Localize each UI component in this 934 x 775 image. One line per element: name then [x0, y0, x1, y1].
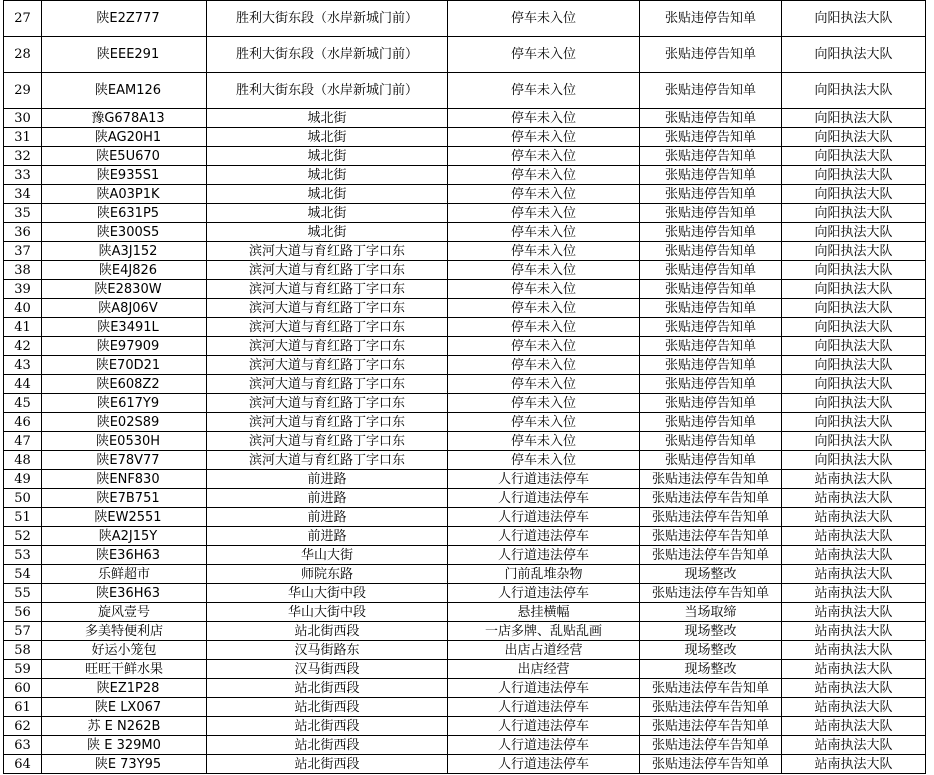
unit-cell: 站南执法大队	[782, 565, 926, 584]
table-row	[4, 185, 926, 204]
table-row	[4, 527, 926, 546]
table-row	[4, 394, 926, 413]
unit-cell: 站南执法大队	[782, 527, 926, 546]
violation-cell: 停车未入位	[448, 109, 640, 128]
violation-cell: 停车未入位	[448, 1, 640, 37]
location-cell: 滨河大道与育红路丁字口东	[207, 299, 448, 318]
location-cell: 汉马街路东	[207, 641, 448, 660]
action-cell: 现场整改	[640, 660, 782, 679]
plate-or-shop-cell: 陕A3J152	[42, 242, 207, 261]
action-cell: 现场整改	[640, 641, 782, 660]
unit-cell: 站南执法大队	[782, 755, 926, 774]
unit-cell: 站南执法大队	[782, 717, 926, 736]
action-cell: 张贴违停告知单	[640, 166, 782, 185]
violation-cell: 停车未入位	[448, 318, 640, 337]
row-number-cell: 37	[4, 242, 42, 261]
unit-cell: 向阳执法大队	[782, 337, 926, 356]
plate-or-shop-cell: 旺旺干鲜水果	[42, 660, 207, 679]
violation-cell: 停车未入位	[448, 394, 640, 413]
table-row	[4, 508, 926, 527]
violation-cell: 停车未入位	[448, 128, 640, 147]
row-number-cell: 52	[4, 527, 42, 546]
row-number-cell: 53	[4, 546, 42, 565]
table-row	[4, 451, 926, 470]
action-cell: 当场取缔	[640, 603, 782, 622]
row-number-cell: 40	[4, 299, 42, 318]
row-number-cell: 35	[4, 204, 42, 223]
plate-or-shop-cell: 陕E300S5	[42, 223, 207, 242]
plate-or-shop-cell: 陕E2Z777	[42, 1, 207, 37]
violation-cell: 一店多牌、乱贴乱画	[448, 622, 640, 641]
action-cell: 张贴违法停车告知单	[640, 755, 782, 774]
unit-cell: 向阳执法大队	[782, 261, 926, 280]
violation-cell: 停车未入位	[448, 280, 640, 299]
action-cell: 张贴违法停车告知单	[640, 527, 782, 546]
unit-cell: 向阳执法大队	[782, 356, 926, 375]
table-row	[4, 679, 926, 698]
row-number-cell: 62	[4, 717, 42, 736]
unit-cell: 向阳执法大队	[782, 432, 926, 451]
location-cell: 汉马街西段	[207, 660, 448, 679]
location-cell: 滨河大道与育红路丁字口东	[207, 432, 448, 451]
violation-cell: 停车未入位	[448, 261, 640, 280]
location-cell: 站北街西段	[207, 622, 448, 641]
violation-cell: 人行道违法停车	[448, 698, 640, 717]
unit-cell: 向阳执法大队	[782, 109, 926, 128]
row-number-cell: 57	[4, 622, 42, 641]
location-cell: 城北街	[207, 185, 448, 204]
row-number-cell: 64	[4, 755, 42, 774]
row-number-cell: 51	[4, 508, 42, 527]
location-cell: 前进路	[207, 508, 448, 527]
row-number-cell: 34	[4, 185, 42, 204]
unit-cell: 站南执法大队	[782, 546, 926, 565]
row-number-cell: 32	[4, 147, 42, 166]
violation-cell: 悬挂横幅	[448, 603, 640, 622]
plate-or-shop-cell: 陕E97909	[42, 337, 207, 356]
unit-cell: 站南执法大队	[782, 736, 926, 755]
action-cell: 张贴违法停车告知单	[640, 546, 782, 565]
unit-cell: 站南执法大队	[782, 508, 926, 527]
action-cell: 张贴违停告知单	[640, 128, 782, 147]
row-number-cell: 54	[4, 565, 42, 584]
violation-cell: 出店占道经营	[448, 641, 640, 660]
plate-or-shop-cell: 好运小笼包	[42, 641, 207, 660]
location-cell: 滨河大道与育红路丁字口东	[207, 375, 448, 394]
location-cell: 站北街西段	[207, 698, 448, 717]
row-number-cell: 61	[4, 698, 42, 717]
location-cell: 前进路	[207, 470, 448, 489]
action-cell: 现场整改	[640, 622, 782, 641]
plate-or-shop-cell: 陕EZ1P28	[42, 679, 207, 698]
action-cell: 张贴违法停车告知单	[640, 698, 782, 717]
violation-cell: 停车未入位	[448, 166, 640, 185]
action-cell: 张贴违法停车告知单	[640, 736, 782, 755]
table-row	[4, 242, 926, 261]
plate-or-shop-cell: 陕EAM126	[42, 73, 207, 109]
table-row	[4, 73, 926, 109]
table-row	[4, 37, 926, 73]
violation-cell: 停车未入位	[448, 451, 640, 470]
violation-cell: 出店经营	[448, 660, 640, 679]
location-cell: 滨河大道与育红路丁字口东	[207, 261, 448, 280]
violation-cell: 停车未入位	[448, 299, 640, 318]
location-cell: 城北街	[207, 204, 448, 223]
action-cell: 张贴违停告知单	[640, 185, 782, 204]
row-number-cell: 27	[4, 1, 42, 37]
table-row	[4, 299, 926, 318]
action-cell: 张贴违停告知单	[640, 356, 782, 375]
plate-or-shop-cell: 陕E3491L	[42, 318, 207, 337]
action-cell: 张贴违停告知单	[640, 204, 782, 223]
violation-cell: 人行道违法停车	[448, 736, 640, 755]
plate-or-shop-cell: 陕E0530H	[42, 432, 207, 451]
location-cell: 滨河大道与育红路丁字口东	[207, 318, 448, 337]
unit-cell: 向阳执法大队	[782, 242, 926, 261]
plate-or-shop-cell: 陕 E 329M0	[42, 736, 207, 755]
location-cell: 站北街西段	[207, 736, 448, 755]
unit-cell: 向阳执法大队	[782, 185, 926, 204]
unit-cell: 向阳执法大队	[782, 413, 926, 432]
plate-or-shop-cell: 陕E608Z2	[42, 375, 207, 394]
violation-cell: 人行道违法停车	[448, 584, 640, 603]
location-cell: 城北街	[207, 128, 448, 147]
row-number-cell: 47	[4, 432, 42, 451]
location-cell: 滨河大道与育红路丁字口东	[207, 451, 448, 470]
unit-cell: 向阳执法大队	[782, 37, 926, 73]
table-row	[4, 698, 926, 717]
violation-cell: 停车未入位	[448, 242, 640, 261]
action-cell: 张贴违停告知单	[640, 1, 782, 37]
table-row	[4, 546, 926, 565]
row-number-cell: 49	[4, 470, 42, 489]
table-row	[4, 356, 926, 375]
table-row	[4, 584, 926, 603]
table-row	[4, 470, 926, 489]
unit-cell: 站南执法大队	[782, 603, 926, 622]
table-row	[4, 109, 926, 128]
violation-cell: 人行道违法停车	[448, 755, 640, 774]
plate-or-shop-cell: 陕E4J826	[42, 261, 207, 280]
action-cell: 张贴违法停车告知单	[640, 679, 782, 698]
location-cell: 滨河大道与育红路丁字口东	[207, 337, 448, 356]
plate-or-shop-cell: 陕ENF830	[42, 470, 207, 489]
unit-cell: 向阳执法大队	[782, 223, 926, 242]
location-cell: 站北街西段	[207, 717, 448, 736]
unit-cell: 向阳执法大队	[782, 147, 926, 166]
unit-cell: 站南执法大队	[782, 679, 926, 698]
location-cell: 华山大街中段	[207, 603, 448, 622]
table-row	[4, 432, 926, 451]
plate-or-shop-cell: 苏 E N262B	[42, 717, 207, 736]
unit-cell: 站南执法大队	[782, 698, 926, 717]
unit-cell: 向阳执法大队	[782, 375, 926, 394]
plate-or-shop-cell: 陕E LX067	[42, 698, 207, 717]
plate-or-shop-cell: 陕E02S89	[42, 413, 207, 432]
row-number-cell: 33	[4, 166, 42, 185]
table-row	[4, 755, 926, 774]
action-cell: 张贴违停告知单	[640, 318, 782, 337]
unit-cell: 站南执法大队	[782, 660, 926, 679]
unit-cell: 向阳执法大队	[782, 451, 926, 470]
table-row	[4, 622, 926, 641]
table-row	[4, 280, 926, 299]
location-cell: 前进路	[207, 527, 448, 546]
action-cell: 张贴违停告知单	[640, 299, 782, 318]
plate-or-shop-cell: 陕E7B751	[42, 489, 207, 508]
plate-or-shop-cell: 陕E5U670	[42, 147, 207, 166]
table-row	[4, 717, 926, 736]
action-cell: 张贴违停告知单	[640, 261, 782, 280]
unit-cell: 向阳执法大队	[782, 394, 926, 413]
unit-cell: 向阳执法大队	[782, 73, 926, 109]
row-number-cell: 60	[4, 679, 42, 698]
location-cell: 滨河大道与育红路丁字口东	[207, 242, 448, 261]
unit-cell: 站南执法大队	[782, 622, 926, 641]
row-number-cell: 29	[4, 73, 42, 109]
row-number-cell: 44	[4, 375, 42, 394]
plate-or-shop-cell: 陕E36H63	[42, 584, 207, 603]
row-number-cell: 43	[4, 356, 42, 375]
violation-cell: 停车未入位	[448, 356, 640, 375]
violation-cell: 停车未入位	[448, 223, 640, 242]
row-number-cell: 56	[4, 603, 42, 622]
row-number-cell: 58	[4, 641, 42, 660]
action-cell: 张贴违停告知单	[640, 223, 782, 242]
row-number-cell: 63	[4, 736, 42, 755]
row-number-cell: 31	[4, 128, 42, 147]
action-cell: 张贴违停告知单	[640, 394, 782, 413]
violations-table	[3, 0, 926, 774]
unit-cell: 向阳执法大队	[782, 128, 926, 147]
plate-or-shop-cell: 旋风壹号	[42, 603, 207, 622]
plate-or-shop-cell: 陕E78V77	[42, 451, 207, 470]
table-row	[4, 166, 926, 185]
violation-cell: 人行道违法停车	[448, 717, 640, 736]
location-cell: 华山大街中段	[207, 584, 448, 603]
action-cell: 张贴违停告知单	[640, 109, 782, 128]
plate-or-shop-cell: 陕E70D21	[42, 356, 207, 375]
table-row	[4, 261, 926, 280]
action-cell: 张贴违法停车告知单	[640, 717, 782, 736]
violation-cell: 停车未入位	[448, 37, 640, 73]
location-cell: 滨河大道与育红路丁字口东	[207, 356, 448, 375]
plate-or-shop-cell: 陕E935S1	[42, 166, 207, 185]
location-cell: 站北街西段	[207, 755, 448, 774]
plate-or-shop-cell: 陕A8J06V	[42, 299, 207, 318]
table-row	[4, 660, 926, 679]
violation-cell: 人行道违法停车	[448, 489, 640, 508]
table-row	[4, 147, 926, 166]
violation-cell: 停车未入位	[448, 432, 640, 451]
violation-cell: 停车未入位	[448, 185, 640, 204]
location-cell: 华山大街	[207, 546, 448, 565]
location-cell: 滨河大道与育红路丁字口东	[207, 394, 448, 413]
action-cell: 张贴违停告知单	[640, 37, 782, 73]
row-number-cell: 59	[4, 660, 42, 679]
plate-or-shop-cell: 陕E2830W	[42, 280, 207, 299]
row-number-cell: 45	[4, 394, 42, 413]
row-number-cell: 39	[4, 280, 42, 299]
location-cell: 胜利大街东段（水岸新城门前）	[207, 1, 448, 37]
violation-cell: 人行道违法停车	[448, 679, 640, 698]
violation-cell: 人行道违法停车	[448, 546, 640, 565]
row-number-cell: 36	[4, 223, 42, 242]
location-cell: 滨河大道与育红路丁字口东	[207, 413, 448, 432]
unit-cell: 向阳执法大队	[782, 166, 926, 185]
violation-cell: 门前乱堆杂物	[448, 565, 640, 584]
row-number-cell: 30	[4, 109, 42, 128]
row-number-cell: 48	[4, 451, 42, 470]
plate-or-shop-cell: 多美特便利店	[42, 622, 207, 641]
action-cell: 张贴违法停车告知单	[640, 584, 782, 603]
row-number-cell: 46	[4, 413, 42, 432]
action-cell: 张贴违法停车告知单	[640, 470, 782, 489]
plate-or-shop-cell: 陕E617Y9	[42, 394, 207, 413]
violation-cell: 人行道违法停车	[448, 470, 640, 489]
row-number-cell: 38	[4, 261, 42, 280]
plate-or-shop-cell: 陕EW2551	[42, 508, 207, 527]
plate-or-shop-cell: 陕E36H63	[42, 546, 207, 565]
location-cell: 城北街	[207, 109, 448, 128]
location-cell: 滨河大道与育红路丁字口东	[207, 280, 448, 299]
location-cell: 胜利大街东段（水岸新城门前）	[207, 73, 448, 109]
action-cell: 现场整改	[640, 565, 782, 584]
row-number-cell: 55	[4, 584, 42, 603]
location-cell: 城北街	[207, 166, 448, 185]
location-cell: 站北街西段	[207, 679, 448, 698]
table-row	[4, 337, 926, 356]
action-cell: 张贴违法停车告知单	[640, 508, 782, 527]
violation-cell: 停车未入位	[448, 147, 640, 166]
violation-cell: 停车未入位	[448, 413, 640, 432]
row-number-cell: 28	[4, 37, 42, 73]
action-cell: 张贴违停告知单	[640, 280, 782, 299]
violation-cell: 停车未入位	[448, 337, 640, 356]
unit-cell: 站南执法大队	[782, 470, 926, 489]
plate-or-shop-cell: 陕E 73Y95	[42, 755, 207, 774]
violation-cell: 停车未入位	[448, 73, 640, 109]
unit-cell: 向阳执法大队	[782, 318, 926, 337]
action-cell: 张贴违停告知单	[640, 413, 782, 432]
unit-cell: 站南执法大队	[782, 489, 926, 508]
table-body	[4, 1, 926, 774]
table-row	[4, 489, 926, 508]
action-cell: 张贴违停告知单	[640, 73, 782, 109]
action-cell: 张贴违停告知单	[640, 432, 782, 451]
table-row	[4, 603, 926, 622]
plate-or-shop-cell: 陕AG20H1	[42, 128, 207, 147]
table-row	[4, 736, 926, 755]
table-row	[4, 565, 926, 584]
table-row	[4, 641, 926, 660]
violation-cell: 人行道违法停车	[448, 527, 640, 546]
location-cell: 前进路	[207, 489, 448, 508]
action-cell: 张贴违法停车告知单	[640, 489, 782, 508]
unit-cell: 向阳执法大队	[782, 280, 926, 299]
unit-cell: 站南执法大队	[782, 584, 926, 603]
violation-cell: 停车未入位	[448, 204, 640, 223]
plate-or-shop-cell: 乐鲜超市	[42, 565, 207, 584]
unit-cell: 向阳执法大队	[782, 299, 926, 318]
violation-cell: 停车未入位	[448, 375, 640, 394]
plate-or-shop-cell: 陕A03P1K	[42, 185, 207, 204]
location-cell: 胜利大街东段（水岸新城门前）	[207, 37, 448, 73]
violation-cell: 人行道违法停车	[448, 508, 640, 527]
action-cell: 张贴违停告知单	[640, 242, 782, 261]
plate-or-shop-cell: 陕A2J15Y	[42, 527, 207, 546]
action-cell: 张贴违停告知单	[640, 147, 782, 166]
unit-cell: 向阳执法大队	[782, 1, 926, 37]
table-row	[4, 413, 926, 432]
table-row	[4, 204, 926, 223]
plate-or-shop-cell: 豫G678A13	[42, 109, 207, 128]
table-row	[4, 318, 926, 337]
action-cell: 张贴违停告知单	[640, 451, 782, 470]
row-number-cell: 50	[4, 489, 42, 508]
plate-or-shop-cell: 陕E631P5	[42, 204, 207, 223]
row-number-cell: 41	[4, 318, 42, 337]
plate-or-shop-cell: 陕EEE291	[42, 37, 207, 73]
action-cell: 张贴违停告知单	[640, 337, 782, 356]
unit-cell: 向阳执法大队	[782, 204, 926, 223]
location-cell: 城北街	[207, 147, 448, 166]
row-number-cell: 42	[4, 337, 42, 356]
location-cell: 师院东路	[207, 565, 448, 584]
action-cell: 张贴违停告知单	[640, 375, 782, 394]
table-row	[4, 223, 926, 242]
table-row	[4, 1, 926, 37]
unit-cell: 站南执法大队	[782, 641, 926, 660]
location-cell: 城北街	[207, 223, 448, 242]
table-row	[4, 128, 926, 147]
table-row	[4, 375, 926, 394]
